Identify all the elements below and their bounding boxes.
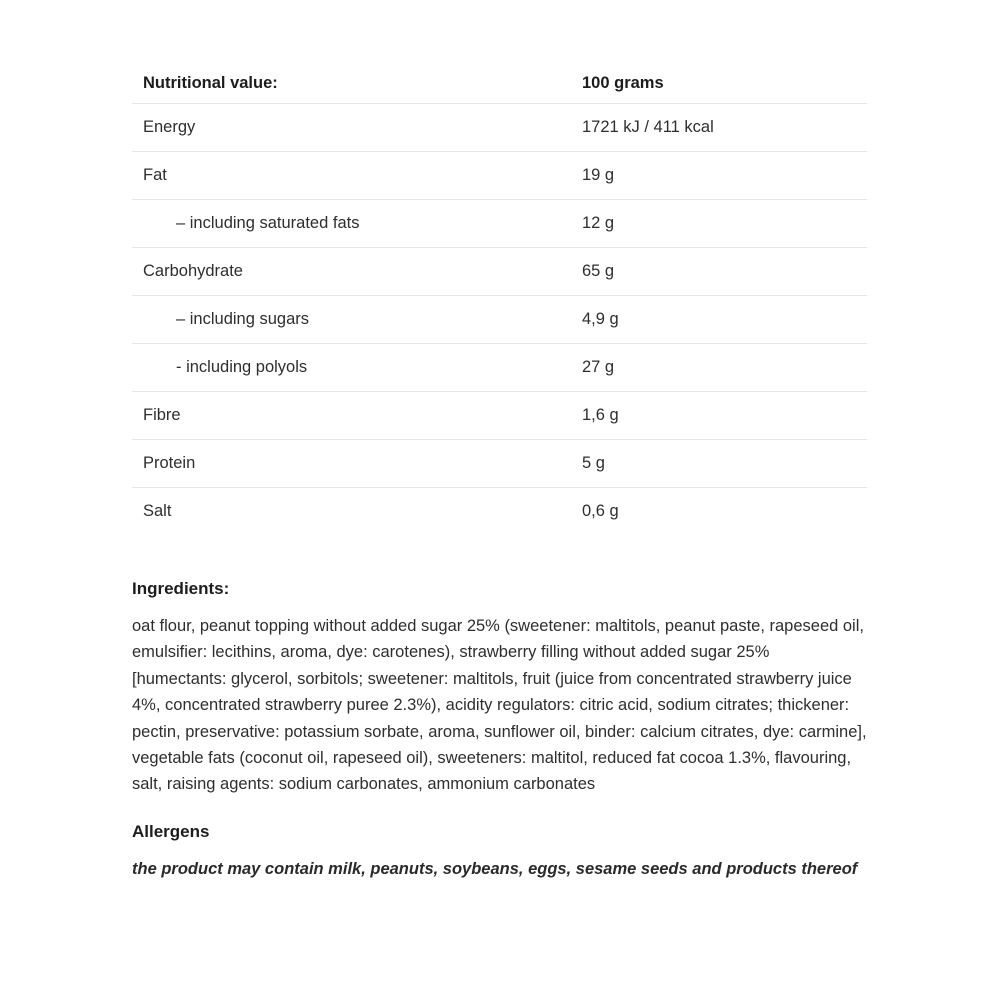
nutrition-value: 65 g xyxy=(582,262,615,280)
nutrition-label: Fibre xyxy=(143,406,181,424)
nutrition-label: - including polyols xyxy=(176,358,308,376)
nutrition-label: Fat xyxy=(143,166,167,184)
nutrition-label: Carbohydrate xyxy=(143,262,243,280)
nutrition-value: 5 g xyxy=(582,454,605,472)
ingredients-text: oat flour, peanut topping without added sugar 25% (sweetener: maltitols, peanut paste, rapeseed oil, emulsifier: lecithins, aroma, dye: carotenes), strawberry filling without added sugar 25% [humectants: glycerol, sorbitols; sweetener: maltitols, fruit (juice from concentrated strawberry juice 4%, concentrated strawberry puree 2.3%), acidity regulators: citric acid, sodium citrates; thickener: pectin, preservative: potassium sorbate, aroma, sunflower oil, binder: calcium citrates, dye: carmine], vegetable fats (coconut oil, rapeseed oil), sweeteners: maltitol, reduced fat cocoa 1.3%, flavouring, salt, raising agents: sodium carbonates, ammonium carbonates xyxy=(132,617,867,794)
nutrition-value: 1721 kJ / 411 kcal xyxy=(582,118,714,136)
nutrition-row-polyols xyxy=(132,344,867,392)
nutrition-row-fibre xyxy=(132,392,867,440)
nutrition-label: Salt xyxy=(143,502,172,520)
nutrition-table-header-value: 100 grams xyxy=(582,74,664,92)
allergens-heading: Allergens xyxy=(132,821,210,841)
nutrition-value: 12 g xyxy=(582,214,615,232)
nutrition-table xyxy=(132,64,867,535)
nutrition-label: – including saturated fats xyxy=(176,214,360,232)
nutrition-row-sugars xyxy=(132,296,867,344)
nutrition-label: Energy xyxy=(143,118,196,136)
nutrition-value: 19 g xyxy=(582,166,615,184)
nutrition-value: 0,6 g xyxy=(582,502,619,520)
nutrition-row-saturated-fats xyxy=(132,200,867,248)
nutrition-value: 1,6 g xyxy=(582,406,619,424)
nutrition-value: 4,9 g xyxy=(582,310,619,328)
nutrition-table-header-label: Nutritional value: xyxy=(143,74,278,92)
ingredients-heading: Ingredients: xyxy=(132,579,230,598)
allergens-text: the product may contain milk, peanuts, soybeans, eggs, sesame seeds and products thereof xyxy=(132,859,858,878)
nutrition-row-salt xyxy=(132,488,867,535)
nutrition-label: Protein xyxy=(143,454,196,472)
nutrition-label: – including sugars xyxy=(176,310,309,328)
nutrition-row-carbohydrate xyxy=(132,248,867,296)
page-content xyxy=(132,64,867,882)
nutrition-row-protein xyxy=(132,440,867,488)
nutrition-row-energy xyxy=(132,104,867,152)
nutrition-table-header-row xyxy=(132,64,867,104)
nutrition-row-fat xyxy=(132,152,867,200)
nutrition-value: 27 g xyxy=(582,358,615,376)
